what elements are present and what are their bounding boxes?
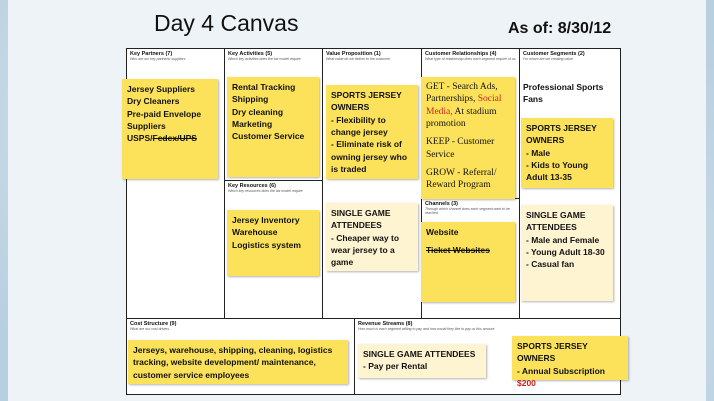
- channels-note: [421, 222, 515, 302]
- slide: [8, 0, 706, 401]
- segment-owners-note: [521, 118, 613, 188]
- value-proposition-header: Value Proposition (1): [326, 51, 381, 57]
- seg-single-trait: - Male and Female: [526, 234, 600, 245]
- activity-item: Rental Tracking: [232, 82, 296, 92]
- key-partners-subtitle: Who are our key partners/ suppliers: [130, 57, 186, 61]
- vp-single-benefit: - Cheaper way to wear jersey to a game: [331, 232, 400, 268]
- rev-owners-plan: - Annual Subscription: [517, 365, 605, 376]
- channels-subtitle: Through which channel does each segment want to be reached: [425, 207, 510, 215]
- activity-item: Marketing: [232, 118, 273, 129]
- activity-item: Shipping: [232, 94, 269, 105]
- revenue-single-game-note: [358, 344, 486, 378]
- cost-structure-subtitle: What are our cost drivers: [130, 327, 170, 331]
- cr-grow: GROW - Referral/ Reward Program: [426, 168, 497, 191]
- revenue-streams-header: Revenue Streams (8): [358, 321, 413, 327]
- revenue-owners-note: [512, 336, 628, 388]
- key-partners-header: Key Partners (7): [130, 51, 173, 57]
- channels-header: Channels (3): [425, 201, 459, 207]
- vp-owners-benefit: - Flexibility to change jersey: [331, 114, 388, 137]
- cr-keep: KEEP - Customer Service: [426, 137, 495, 160]
- partner-item-shippers: [127, 132, 213, 144]
- cost-structure-note: [128, 340, 348, 384]
- key-activities-header: Key Activities (5): [228, 51, 273, 57]
- seg-owners-title: SPORTS JERSEY OWNERS: [526, 123, 597, 146]
- partner-usps: USPS/: [127, 133, 153, 144]
- resource-item: Logistics system: [232, 239, 301, 250]
- segment-single-game-note: [521, 205, 613, 301]
- key-activities-subtitle: Which key activities does the biz model require: [228, 57, 301, 61]
- value-proposition-subtitle: What value do we deliver to the customer: [326, 57, 391, 61]
- customer-segments-subtitle: For whom are we creating value: [523, 57, 573, 61]
- as-of-date: As of: 8/30/12: [508, 20, 612, 37]
- rev-single-price: - Pay per Rental: [363, 361, 428, 372]
- key-partners-note: [122, 79, 218, 179]
- rev-owners-price: $200: [517, 377, 536, 388]
- channel-item: Website: [426, 227, 459, 237]
- customer-segments-header: Customer Segments (2): [523, 51, 585, 57]
- rev-single-title: SINGLE GAME ATTENDEES: [363, 349, 476, 359]
- key-resources-note: [227, 210, 319, 276]
- activity-item: Dry cleaning: [232, 106, 284, 117]
- customer-relationships-header: Customer Relationships (4): [425, 51, 497, 57]
- customer-relationships-note: [421, 77, 515, 199]
- vp-single-title: SINGLE GAME ATTENDEES: [331, 208, 391, 231]
- segments-plain-text: Professional Sports Fans: [523, 82, 604, 104]
- seg-single-title: SINGLE GAME ATTENDEES: [526, 210, 586, 233]
- vp-owners-benefit: - Eliminate risk of owning jersey who is traded: [331, 139, 408, 174]
- cr-get: GET - Search Ads, Partnerships, Social Media, At stadium promotion: [426, 82, 502, 130]
- cost-structure-header: Cost Structure (9): [130, 321, 177, 327]
- partner-item: Pre-paid Envelope Suppliers: [127, 108, 202, 131]
- slide-title: Day 4 Canvas: [154, 10, 299, 36]
- rev-owners-title: SPORTS JERSEY OWNERS: [517, 341, 588, 364]
- partner-item: Jersey Suppliers: [127, 84, 196, 94]
- cost-items: Jerseys, warehouse, shipping, cleaning, logistics tracking, website development/ maintenance, customer service employees: [133, 345, 333, 380]
- seg-single-trait: - Casual fan: [526, 259, 575, 270]
- activity-item: Customer Service: [232, 131, 305, 142]
- value-prop-owners-note: [326, 85, 418, 179]
- cr-social-media: Social Media,: [426, 94, 502, 117]
- value-prop-single-game-note: [326, 203, 418, 271]
- customer-relationships-subtitle: What type of relationship does each segment require of us: [425, 57, 516, 61]
- resource-item: Warehouse: [232, 227, 278, 238]
- partner-fedex-ups-struck: Fedex/UPS: [152, 133, 197, 144]
- key-activities-note: [227, 77, 319, 177]
- partner-item: Dry Cleaners: [127, 96, 180, 107]
- seg-owners-trait: - Male: [526, 147, 551, 158]
- seg-owners-trait: - Kids to Young Adult 13-35: [526, 159, 589, 183]
- channel-item-struck: Ticket Websites: [426, 245, 490, 256]
- revenue-streams-subtitle: How much is each segment willing to pay and how would they like to pay us this amount: [358, 327, 495, 331]
- seg-single-trait: - Young Adult 18-30: [526, 246, 605, 257]
- vp-owners-title: SPORTS JERSEY OWNERS: [331, 90, 402, 113]
- key-resources-subtitle: Which key resources does the biz model require: [228, 189, 303, 193]
- key-resources-header: Key Resources (6): [228, 183, 276, 189]
- resource-item: Jersey Inventory: [232, 215, 300, 225]
